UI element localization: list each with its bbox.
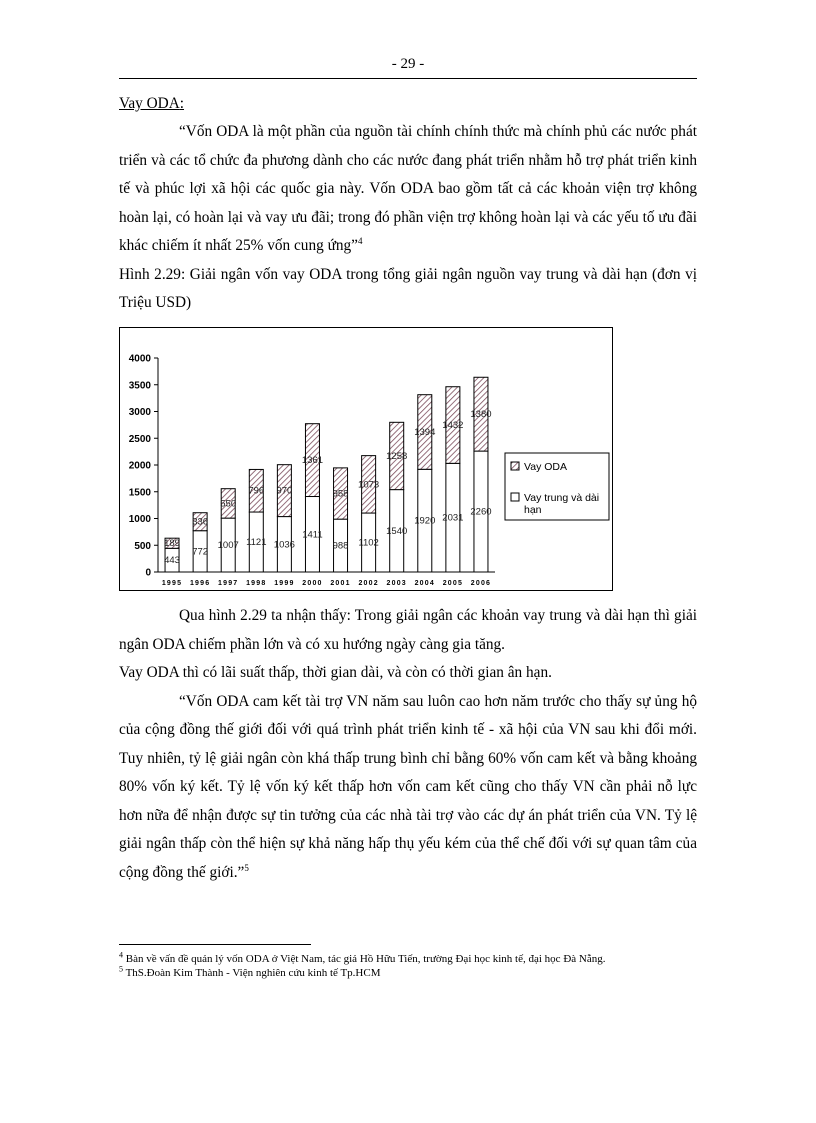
footnote-5-text: ThS.Đoàn Kim Thành - Viện nghiên cứu kinh tế Tp.HCM xyxy=(125,967,381,979)
section-heading-text: Vay ODA xyxy=(119,95,180,112)
data-label-medium-long-term: 988 xyxy=(332,540,349,552)
data-label-medium-long-term: 443 xyxy=(164,555,180,567)
y-tick-label: 4000 xyxy=(128,353,151,365)
x-tick-label: 1996 xyxy=(189,580,211,587)
note-paragraph: Vay ODA thì có lãi suất thấp, thời gian dài, và còn có thời gian ân hạn. xyxy=(119,664,552,681)
x-tick-label: 1997 xyxy=(218,580,239,587)
y-tick-label: 1500 xyxy=(128,487,151,499)
page-number: - 29 - xyxy=(391,56,425,72)
data-label-medium-long-term: 1036 xyxy=(273,539,295,551)
legend-label-line: Vay trung và dài xyxy=(524,492,600,504)
footnote-5 xyxy=(119,966,697,980)
data-label-medium-long-term: 2260 xyxy=(470,506,492,518)
y-tick-label: 2000 xyxy=(128,460,151,472)
data-label-medium-long-term: 1007 xyxy=(217,540,239,552)
data-label-oda: 1258 xyxy=(386,450,408,462)
header-rule xyxy=(119,78,697,79)
x-tick-label: 1998 xyxy=(246,580,267,587)
footnotes xyxy=(119,952,697,980)
figure-caption: Hình 2.29: Giải ngân vốn vay ODA trong tổng giải ngân nguồn vay trung và dài hạn (đơn vị Triệu USD) xyxy=(119,265,697,311)
section-heading-colon: : xyxy=(179,95,185,112)
footnote-4 xyxy=(119,952,697,966)
legend-swatch-oda xyxy=(511,462,519,470)
x-tick-label: 2006 xyxy=(470,580,492,587)
legend-label-line: hạn xyxy=(524,504,542,516)
observation-paragraph: Qua hình 2.29 ta nhận thấy: Trong giải ngân các khoản vay trung và dài hạn thì giải ngân ODA chiếm phần lớn và có xu hướng ngày càng gia tăng. xyxy=(119,607,697,653)
footnote-4-mark: 4 xyxy=(119,950,123,960)
body-bottom xyxy=(119,602,697,887)
body-top xyxy=(119,90,697,318)
footnote-ref-4: 4 xyxy=(357,235,363,246)
x-tick-label: 2005 xyxy=(442,580,464,587)
section-heading xyxy=(119,90,697,118)
data-label-medium-long-term: 1920 xyxy=(414,515,436,527)
x-tick-label: 2002 xyxy=(358,580,379,587)
data-label-medium-long-term: 1540 xyxy=(386,525,408,537)
data-label-oda: 1394 xyxy=(414,426,436,438)
data-label-medium-long-term: 2031 xyxy=(442,512,464,524)
footnote-5-mark: 5 xyxy=(119,964,123,974)
x-tick-label: 2003 xyxy=(386,580,407,587)
x-tick-label: 1995 xyxy=(161,580,183,587)
quote-oda-commitment xyxy=(119,688,697,888)
footnote-ref-5: 5 xyxy=(244,862,249,873)
data-label-oda: 1432 xyxy=(442,420,464,432)
oda-disbursement-chart xyxy=(120,328,612,590)
data-label-oda: 550 xyxy=(220,498,237,510)
y-tick-label: 0 xyxy=(145,567,151,579)
y-tick-label: 2500 xyxy=(128,433,151,445)
data-label-oda: 958 xyxy=(332,488,349,500)
data-label-oda: 189 xyxy=(164,538,180,550)
quote-oda-definition xyxy=(119,118,697,261)
data-label-medium-long-term: 1121 xyxy=(246,537,267,549)
data-label-medium-long-term: 772 xyxy=(192,546,209,558)
quote-oda-definition-text: “Vốn ODA là một phần của nguồn tài chính chính thức mà chính phủ các nước phát triển và các tổ chức đa phương dành cho các nước đang phát triển nhằm hỗ trợ phát triển kinh tế và phúc lợi xã hội các quốc gia này. Vốn ODA bao gồm tất cả các khoản viện trợ không hoàn lại, có hoàn lại và vay ưu đãi; trong đó phần viện trợ không hoàn lại và các yếu tố ưu đãi khác chiếm ít nhất 25% vốn cung ứng” xyxy=(119,123,697,254)
x-tick-label: 2004 xyxy=(414,580,435,587)
quote-oda-commitment-text: “Vốn ODA cam kết tài trợ VN năm sau luôn cao hơn năm trước cho thấy sự ủng hộ của cộng đồng thế giới đối với quá trình phát triển kinh tế - xã hội của VN sau khi đổi mới. Tuy nhiên, tỷ lệ giải ngân còn khá thấp trung bình chỉ bằng 60% vốn cam kết và bằng khoảng 80% vốn ký kết. Tỷ lệ vốn ký kết thấp hơn vốn cam kết cũng cho thấy VN cần phải nỗ lực hơn nữa để nhận được sự tin tưởng của các nhà tài trợ vào các dự án phát triển của VN. Tỷ lệ giải ngân thấp còn thể hiện sự khả năng hấp thụ yếu kém của thể chế đối với sự quan tâm của cộng đồng thế giới.” xyxy=(119,692,697,881)
chart-frame xyxy=(119,327,613,591)
data-label-oda: 796 xyxy=(248,485,265,497)
legend-swatch-medium-long-term xyxy=(511,493,519,501)
y-tick-label: 500 xyxy=(134,540,151,552)
x-tick-label: 2000 xyxy=(302,580,323,587)
data-label-oda: 336 xyxy=(192,516,209,528)
footnote-rule xyxy=(119,944,311,945)
data-label-medium-long-term: 1102 xyxy=(358,537,379,549)
y-tick-label: 3000 xyxy=(128,407,151,418)
data-label-oda: 970 xyxy=(276,485,293,497)
y-tick-label: 3500 xyxy=(128,380,151,392)
footnote-4-text: Bàn về vấn đề quản lý vốn ODA ở Việt Nam, tác giả Hồ Hữu Tiến, trường Đại học kinh tế, đại học Đà Nẵng. xyxy=(125,953,606,965)
data-label-medium-long-term: 1411 xyxy=(302,529,323,541)
data-label-oda: 1073 xyxy=(358,479,380,491)
data-label-oda: 1361 xyxy=(301,455,324,467)
legend-label-oda: Vay ODA xyxy=(524,461,567,473)
x-tick-label: 1999 xyxy=(274,580,295,587)
y-tick-label: 1000 xyxy=(128,514,151,525)
data-label-oda: 1380 xyxy=(470,409,492,421)
x-tick-label: 2001 xyxy=(330,580,351,587)
